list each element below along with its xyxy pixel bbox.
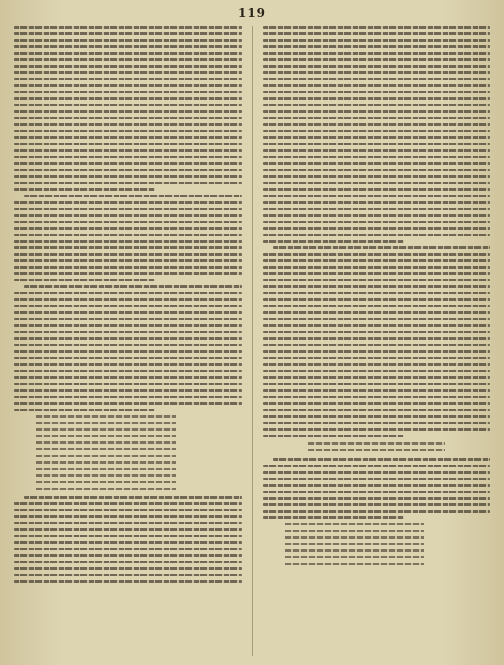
text-columns	[14, 26, 490, 656]
print-line	[36, 455, 176, 457]
print-line	[24, 195, 242, 198]
print-line	[263, 149, 491, 152]
print-line	[285, 556, 425, 558]
print-line	[14, 162, 242, 165]
print-line	[263, 71, 491, 74]
print-line	[263, 214, 491, 217]
print-line	[14, 554, 242, 557]
print-line	[36, 488, 176, 490]
print-line	[263, 169, 491, 172]
print-line	[263, 471, 491, 474]
left-text-block-1	[14, 26, 242, 191]
print-line	[14, 279, 155, 282]
print-line	[36, 428, 176, 430]
print-line	[36, 468, 176, 470]
print-line	[263, 285, 491, 288]
print-line	[14, 318, 242, 321]
print-line	[14, 509, 242, 512]
right-text-block-3	[263, 458, 491, 519]
print-line	[263, 370, 491, 373]
print-line	[263, 130, 491, 133]
print-line	[14, 71, 242, 74]
print-line	[263, 136, 491, 139]
print-line	[14, 396, 242, 399]
print-line	[263, 363, 491, 366]
print-line	[14, 117, 242, 120]
print-line	[263, 331, 491, 334]
print-line	[263, 376, 491, 379]
print-line	[263, 201, 491, 204]
print-line	[36, 415, 176, 417]
print-line	[14, 65, 242, 68]
print-line	[14, 298, 242, 301]
print-line	[263, 156, 491, 159]
print-line	[263, 32, 491, 35]
print-line	[285, 530, 425, 532]
print-line	[14, 201, 242, 204]
print-line	[36, 461, 176, 463]
print-line	[14, 253, 242, 256]
print-line	[14, 58, 242, 61]
print-line	[263, 305, 491, 308]
print-line	[14, 39, 242, 42]
print-line	[14, 97, 242, 100]
print-line	[14, 409, 155, 412]
print-line	[263, 318, 491, 321]
print-line	[14, 376, 242, 379]
print-line	[263, 104, 491, 107]
print-line	[24, 496, 242, 499]
right-centered-block	[308, 442, 445, 451]
print-line	[263, 162, 491, 165]
print-line	[36, 441, 176, 443]
print-line	[263, 478, 491, 481]
print-line	[14, 357, 242, 360]
print-line	[14, 350, 242, 353]
left-verse-block	[36, 415, 242, 490]
print-line	[14, 574, 242, 577]
print-line	[263, 435, 404, 438]
print-line	[14, 522, 242, 525]
print-line	[285, 549, 425, 551]
print-line	[263, 175, 491, 178]
print-line	[263, 195, 491, 198]
print-line	[14, 246, 242, 249]
print-line	[263, 259, 491, 262]
print-line	[308, 449, 445, 451]
print-line	[14, 502, 242, 505]
print-line	[263, 84, 491, 87]
column-divider	[252, 26, 253, 656]
print-line	[14, 363, 242, 366]
print-line	[14, 541, 242, 544]
right-text-block-2	[263, 246, 491, 437]
print-line	[263, 484, 491, 487]
print-line	[263, 188, 491, 191]
print-line	[14, 136, 242, 139]
print-line	[14, 266, 242, 269]
print-line	[14, 305, 242, 308]
print-line	[14, 567, 242, 570]
print-line	[36, 435, 176, 437]
print-line	[263, 465, 491, 468]
print-line	[14, 221, 242, 224]
print-line	[263, 240, 404, 243]
print-line	[14, 143, 242, 146]
print-line	[263, 503, 491, 506]
print-line	[263, 311, 491, 314]
print-line	[263, 110, 491, 113]
print-line	[263, 91, 491, 94]
print-line	[263, 45, 491, 48]
print-line	[263, 324, 491, 327]
right-text-block-1	[263, 26, 491, 243]
left-text-block-2	[14, 195, 242, 282]
print-line	[14, 389, 242, 392]
print-line	[14, 234, 242, 237]
print-line	[263, 52, 491, 55]
print-line	[263, 402, 491, 405]
print-line	[263, 415, 491, 418]
print-line	[263, 208, 491, 211]
print-line	[263, 383, 491, 386]
print-line	[14, 214, 242, 217]
print-line	[263, 292, 491, 295]
print-line	[263, 78, 491, 81]
left-column	[14, 26, 242, 656]
print-line	[263, 396, 491, 399]
print-line	[14, 32, 242, 35]
print-line	[36, 474, 176, 476]
print-line	[263, 272, 491, 275]
print-line	[273, 246, 491, 249]
print-line	[14, 528, 242, 531]
print-line	[36, 481, 176, 483]
print-line	[14, 208, 242, 211]
print-line	[14, 240, 242, 243]
print-line	[14, 130, 242, 133]
print-line	[14, 337, 242, 340]
print-line	[14, 123, 242, 126]
print-line	[263, 357, 491, 360]
print-line	[263, 117, 491, 120]
print-line	[263, 409, 491, 412]
print-line	[14, 52, 242, 55]
print-line	[263, 491, 491, 494]
print-line	[263, 389, 491, 392]
print-line	[14, 169, 242, 172]
print-line	[273, 458, 491, 461]
print-line	[263, 253, 491, 256]
print-line	[285, 543, 425, 545]
print-line	[14, 344, 242, 347]
print-line	[285, 563, 425, 565]
print-line	[14, 561, 242, 564]
print-line	[263, 182, 491, 185]
print-line	[263, 510, 491, 513]
print-line	[14, 91, 242, 94]
print-line	[263, 266, 491, 269]
print-line	[14, 580, 242, 583]
print-line	[285, 536, 425, 538]
left-text-block-4	[14, 496, 242, 583]
print-line	[14, 78, 242, 81]
right-closing-verse-block	[285, 523, 491, 565]
print-line	[14, 110, 242, 113]
print-line	[263, 227, 491, 230]
print-line	[36, 448, 176, 450]
print-line	[14, 259, 242, 262]
print-line	[14, 402, 242, 405]
print-line	[14, 227, 242, 230]
print-line	[263, 497, 491, 500]
print-line	[263, 337, 491, 340]
print-line	[14, 188, 155, 191]
page-number: 119	[237, 6, 267, 20]
left-text-block-3	[14, 285, 242, 411]
print-line	[14, 515, 242, 518]
print-line	[263, 39, 491, 42]
print-line	[263, 26, 491, 29]
print-line	[14, 84, 242, 87]
print-line	[263, 143, 491, 146]
print-line	[263, 279, 491, 282]
print-line	[14, 548, 242, 551]
print-line	[263, 234, 491, 237]
print-line	[14, 175, 242, 178]
print-line	[36, 422, 176, 424]
print-line	[14, 26, 242, 29]
print-line	[263, 123, 491, 126]
print-line	[263, 344, 491, 347]
print-line	[14, 292, 242, 295]
print-line	[263, 516, 404, 519]
print-line	[263, 298, 491, 301]
print-line	[263, 350, 491, 353]
print-line	[308, 442, 445, 444]
print-line	[263, 428, 491, 431]
print-line	[263, 422, 491, 425]
print-line	[14, 182, 242, 185]
print-line	[263, 65, 491, 68]
print-line	[14, 324, 242, 327]
print-line	[14, 311, 242, 314]
print-line	[24, 285, 242, 288]
print-line	[285, 523, 425, 525]
print-line	[14, 45, 242, 48]
print-line	[263, 97, 491, 100]
right-column	[263, 26, 491, 656]
print-line	[14, 156, 242, 159]
print-line	[14, 104, 242, 107]
print-line	[14, 535, 242, 538]
print-line	[14, 149, 242, 152]
print-line	[14, 370, 242, 373]
print-line	[14, 331, 242, 334]
print-line	[263, 221, 491, 224]
print-line	[14, 272, 242, 275]
print-line	[263, 58, 491, 61]
print-line	[14, 383, 242, 386]
